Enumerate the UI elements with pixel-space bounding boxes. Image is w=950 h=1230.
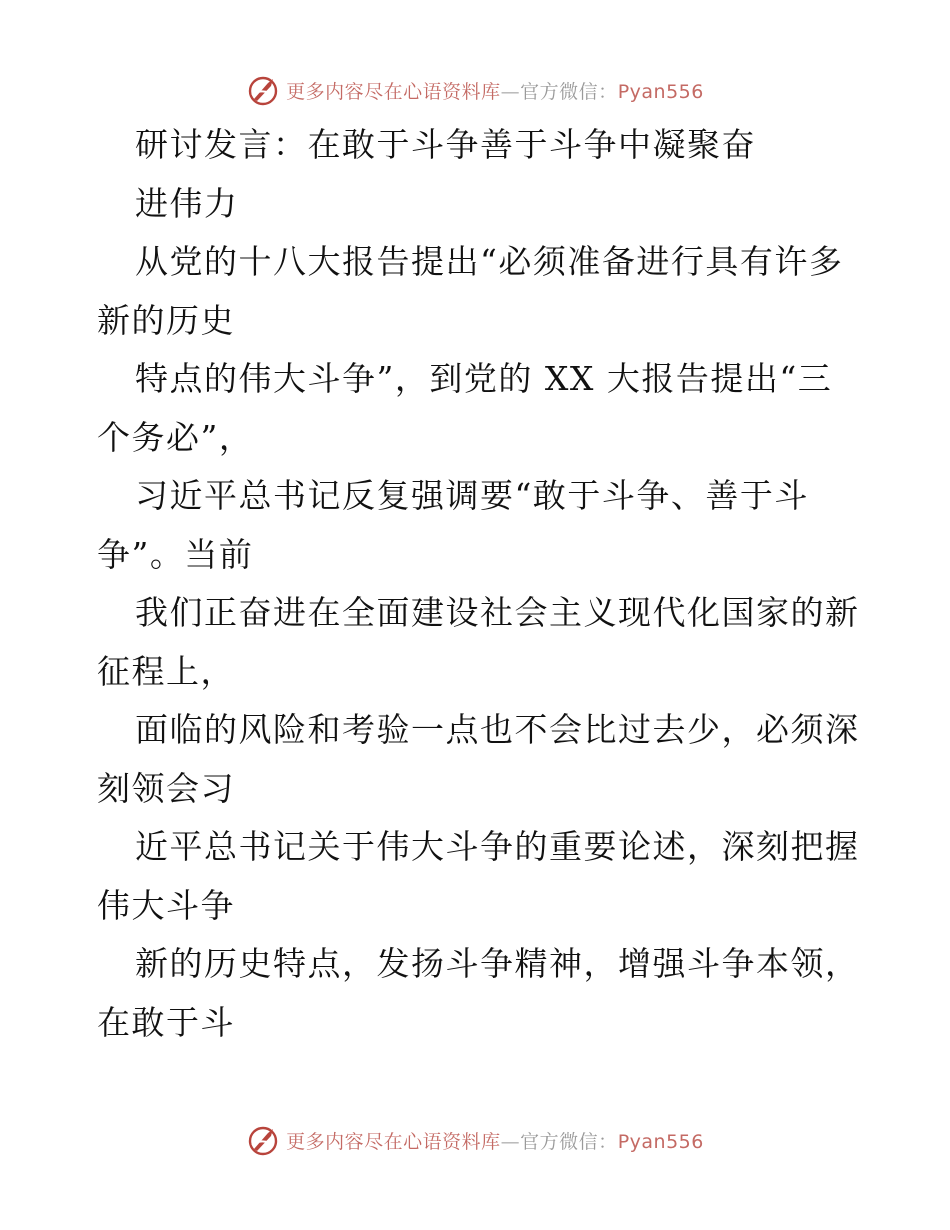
pen-logo-icon	[246, 1123, 280, 1157]
watermark-dash: —	[500, 1130, 521, 1153]
footer-watermark	[0, 1120, 950, 1160]
text-line: 习近平总书记反复强调要“敢于斗争、善于斗	[135, 476, 809, 515]
header-watermark	[0, 70, 950, 110]
text-line: 面临的风险和考验一点也不会比过去少，必须深	[135, 710, 860, 749]
watermark-middle: 官方微信：	[520, 80, 618, 103]
watermark-prefix: 更多内容尽在心语资料库	[286, 1130, 501, 1153]
text-line: 研讨发言：在敢于斗争善于斗争中凝聚奋	[135, 125, 756, 164]
text-line: 伟大斗争	[97, 885, 235, 925]
text-line: 个务必”，	[97, 417, 254, 457]
text-line: 从党的十八大报告提出“必须准备进行具有许多	[135, 242, 844, 281]
text-line: 我们正奋进在全面建设社会主义现代化国家的新	[135, 593, 860, 632]
text-line: 争”。当前	[97, 534, 254, 574]
text-line: 在敢于斗	[97, 1002, 235, 1042]
pen-logo-icon	[246, 73, 280, 107]
watermark-prefix: 更多内容尽在心语资料库	[286, 80, 501, 103]
watermark-middle: 官方微信：	[520, 1130, 618, 1153]
watermark-account: Pyan556	[617, 80, 704, 103]
watermark-dash: —	[500, 80, 521, 103]
text-line: 近平总书记关于伟大斗争的重要论述，深刻把握	[135, 827, 860, 866]
document-body	[97, 116, 860, 1052]
text-line: 刻领会习	[97, 768, 235, 808]
text-line: 新的历史	[97, 300, 235, 340]
text-line: 进伟力	[135, 183, 239, 223]
text-line: 特点的伟大斗争”，到党的 XX 大报告提出“三	[135, 359, 833, 398]
watermark-account: Pyan556	[617, 1130, 704, 1153]
text-line: 征程上，	[97, 651, 235, 691]
text-line: 新的历史特点，发扬斗争精神，增强斗争本领，	[135, 944, 860, 983]
